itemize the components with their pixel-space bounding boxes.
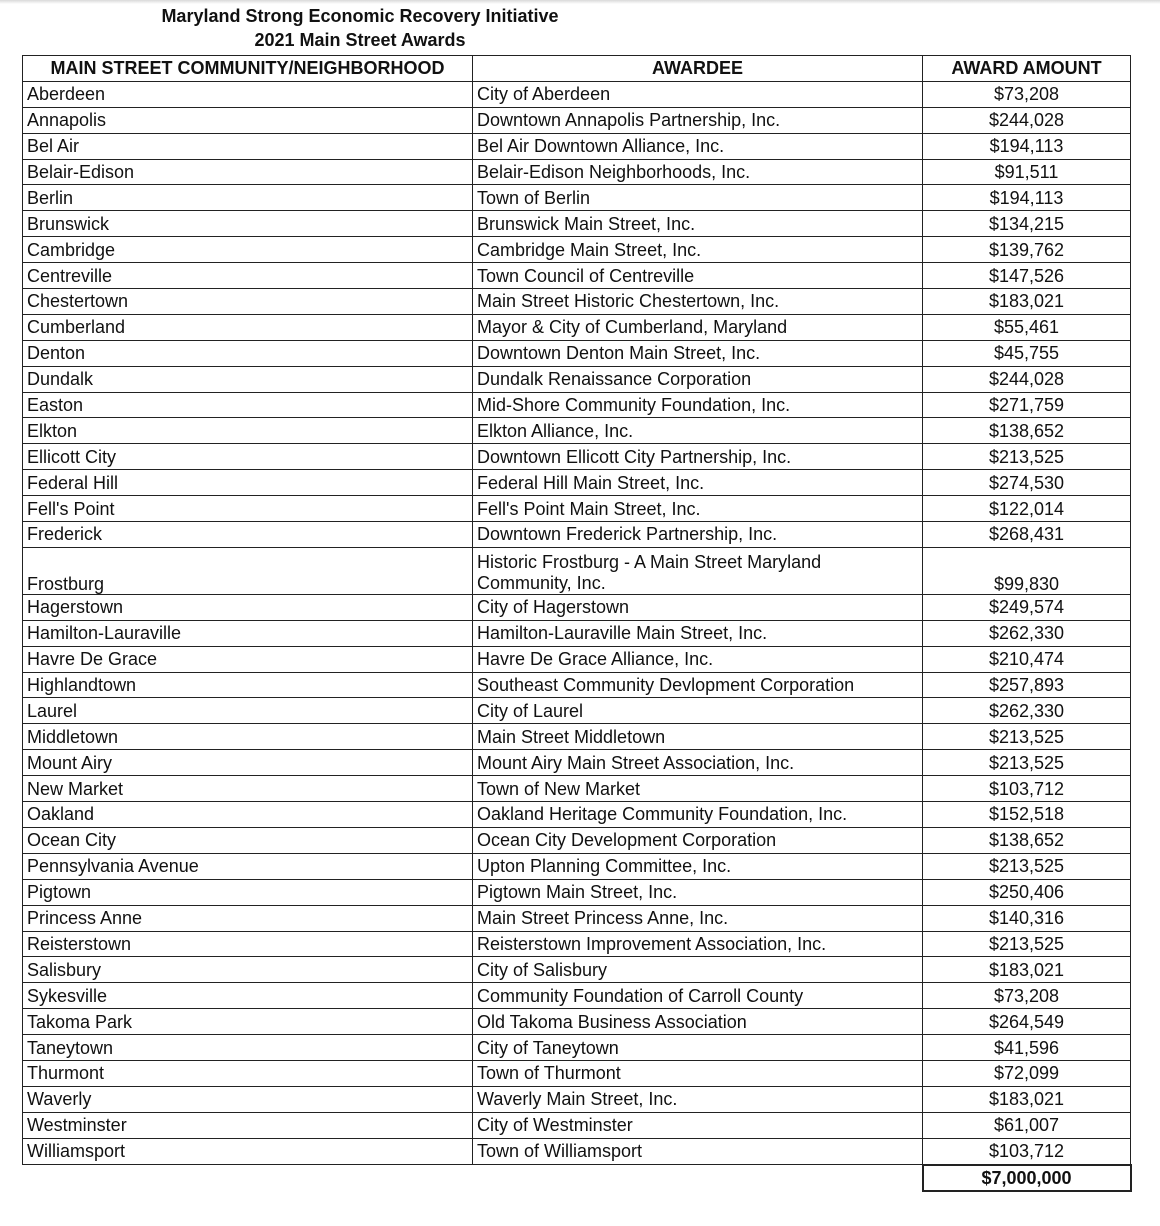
community-cell: Dundalk	[23, 366, 473, 392]
community-cell: Easton	[23, 392, 473, 418]
awardee-cell: Mid-Shore Community Foundation, Inc.	[473, 392, 923, 418]
amount-cell: $45,755	[923, 340, 1131, 366]
amount-cell: $262,330	[923, 620, 1131, 646]
table-row	[23, 724, 1131, 750]
community-cell: Takoma Park	[23, 1009, 473, 1035]
community-cell: Westminster	[23, 1112, 473, 1138]
amount-cell: $244,028	[923, 107, 1131, 133]
community-cell: Chestertown	[23, 289, 473, 315]
awardee-cell: Elkton Alliance, Inc.	[473, 418, 923, 444]
document-title	[22, 4, 1158, 55]
table-row	[23, 237, 1131, 263]
table-row	[23, 646, 1131, 672]
amount-cell: $91,511	[923, 159, 1131, 185]
community-cell: Waverly	[23, 1086, 473, 1112]
amount-cell: $210,474	[923, 646, 1131, 672]
community-cell: Centreville	[23, 263, 473, 289]
awardee-cell: Southeast Community Devlopment Corporation	[473, 672, 923, 698]
total-spacer	[473, 1165, 923, 1192]
table-row	[23, 444, 1131, 470]
amount-cell: $72,099	[923, 1060, 1131, 1086]
table-row	[23, 81, 1131, 107]
table-row	[23, 1086, 1131, 1112]
community-cell: Oakland	[23, 802, 473, 828]
title-line-2: 2021 Main Street Awards	[254, 30, 466, 50]
community-cell: Frederick	[23, 522, 473, 548]
total-spacer	[23, 1165, 473, 1192]
community-cell: Taneytown	[23, 1035, 473, 1061]
community-cell: Frostburg	[23, 547, 473, 594]
awardee-cell: City of Laurel	[473, 698, 923, 724]
community-cell: Hagerstown	[23, 594, 473, 620]
table-row	[23, 133, 1131, 159]
table-row	[23, 620, 1131, 646]
table-row	[23, 289, 1131, 315]
amount-cell: $213,525	[923, 931, 1131, 957]
amount-cell: $73,208	[923, 81, 1131, 107]
community-cell: Ellicott City	[23, 444, 473, 470]
table-row	[23, 211, 1131, 237]
community-cell: Havre De Grace	[23, 646, 473, 672]
title-line-1: Maryland Strong Economic Recovery Initiative	[161, 6, 559, 26]
community-cell: Laurel	[23, 698, 473, 724]
community-cell: Aberdeen	[23, 81, 473, 107]
table-row	[23, 470, 1131, 496]
table-row	[23, 698, 1131, 724]
community-cell: Ocean City	[23, 827, 473, 853]
awardee-cell: Main Street Historic Chestertown, Inc.	[473, 289, 923, 315]
awardee-cell: Cambridge Main Street, Inc.	[473, 237, 923, 263]
community-cell: Salisbury	[23, 957, 473, 983]
table-row	[23, 1112, 1131, 1138]
awards-table	[22, 55, 1132, 1192]
awardee-cell: Federal Hill Main Street, Inc.	[473, 470, 923, 496]
awardee-cell: Mount Airy Main Street Association, Inc.	[473, 750, 923, 776]
awardee-cell: City of Aberdeen	[473, 81, 923, 107]
awardee-cell: Town Council of Centreville	[473, 263, 923, 289]
awardee-cell: City of Westminster	[473, 1112, 923, 1138]
table-row	[23, 522, 1131, 548]
table-row	[23, 750, 1131, 776]
table-row	[23, 879, 1131, 905]
community-cell: Reisterstown	[23, 931, 473, 957]
awardee-cell: Downtown Frederick Partnership, Inc.	[473, 522, 923, 548]
table-row	[23, 853, 1131, 879]
table-row	[23, 594, 1131, 620]
table-row	[23, 159, 1131, 185]
amount-cell: $194,113	[923, 133, 1131, 159]
awardee-cell: Mayor & City of Cumberland, Maryland	[473, 314, 923, 340]
awardee-cell: Main Street Princess Anne, Inc.	[473, 905, 923, 931]
awardee-cell: Belair-Edison Neighborhoods, Inc.	[473, 159, 923, 185]
amount-cell: $213,525	[923, 724, 1131, 750]
amount-cell: $213,525	[923, 853, 1131, 879]
column-header-community: MAIN STREET COMMUNITY/NEIGHBORHOOD	[23, 56, 473, 82]
community-cell: New Market	[23, 776, 473, 802]
awardee-cell: Oakland Heritage Community Foundation, Inc.	[473, 802, 923, 828]
amount-cell: $139,762	[923, 237, 1131, 263]
table-row	[23, 827, 1131, 853]
table-row	[23, 672, 1131, 698]
community-cell: Pigtown	[23, 879, 473, 905]
amount-cell: $183,021	[923, 957, 1131, 983]
table-row	[23, 931, 1131, 957]
community-cell: Cambridge	[23, 237, 473, 263]
amount-cell: $183,021	[923, 289, 1131, 315]
amount-cell: $55,461	[923, 314, 1131, 340]
amount-cell: $140,316	[923, 905, 1131, 931]
table-row	[23, 983, 1131, 1009]
awardee-cell: Brunswick Main Street, Inc.	[473, 211, 923, 237]
community-cell: Mount Airy	[23, 750, 473, 776]
awardee-cell: Town of Williamsport	[473, 1138, 923, 1164]
amount-cell: $249,574	[923, 594, 1131, 620]
awardee-cell: Fell's Point Main Street, Inc.	[473, 496, 923, 522]
community-cell: Brunswick	[23, 211, 473, 237]
amount-cell: $257,893	[923, 672, 1131, 698]
community-cell: Federal Hill	[23, 470, 473, 496]
column-header-amount: AWARD AMOUNT	[923, 56, 1131, 82]
amount-cell: $147,526	[923, 263, 1131, 289]
table-row	[23, 340, 1131, 366]
amount-cell: $213,525	[923, 750, 1131, 776]
table-row	[23, 776, 1131, 802]
awardee-cell: Downtown Denton Main Street, Inc.	[473, 340, 923, 366]
amount-cell: $244,028	[923, 366, 1131, 392]
table-row	[23, 366, 1131, 392]
community-cell: Cumberland	[23, 314, 473, 340]
table-row	[23, 1035, 1131, 1061]
community-cell: Bel Air	[23, 133, 473, 159]
amount-cell: $61,007	[923, 1112, 1131, 1138]
total-amount: $7,000,000	[923, 1165, 1131, 1192]
community-cell: Denton	[23, 340, 473, 366]
awardee-cell: Town of New Market	[473, 776, 923, 802]
awardee-cell: Town of Thurmont	[473, 1060, 923, 1086]
awardee-cell: Bel Air Downtown Alliance, Inc.	[473, 133, 923, 159]
awardee-cell: Downtown Annapolis Partnership, Inc.	[473, 107, 923, 133]
community-cell: Thurmont	[23, 1060, 473, 1086]
community-cell: Annapolis	[23, 107, 473, 133]
amount-cell: $99,830	[923, 547, 1131, 594]
community-cell: Highlandtown	[23, 672, 473, 698]
table-row	[23, 1138, 1131, 1164]
community-cell: Pennsylvania Avenue	[23, 853, 473, 879]
awardee-cell: Downtown Ellicott City Partnership, Inc.	[473, 444, 923, 470]
community-cell: Belair-Edison	[23, 159, 473, 185]
amount-cell: $274,530	[923, 470, 1131, 496]
awardee-cell: Upton Planning Committee, Inc.	[473, 853, 923, 879]
amount-cell: $250,406	[923, 879, 1131, 905]
amount-cell: $138,652	[923, 418, 1131, 444]
amount-cell: $103,712	[923, 1138, 1131, 1164]
table-header-row	[23, 56, 1131, 82]
community-cell: Sykesville	[23, 983, 473, 1009]
table-row	[23, 314, 1131, 340]
table-row	[23, 107, 1131, 133]
amount-cell: $134,215	[923, 211, 1131, 237]
community-cell: Hamilton-Lauraville	[23, 620, 473, 646]
community-cell: Middletown	[23, 724, 473, 750]
table-row	[23, 1009, 1131, 1035]
table-row	[23, 957, 1131, 983]
awardee-cell: Ocean City Development Corporation	[473, 827, 923, 853]
awardee-cell: Reisterstown Improvement Association, Inc.	[473, 931, 923, 957]
awardee-cell: Community Foundation of Carroll County	[473, 983, 923, 1009]
awardee-cell: Havre De Grace Alliance, Inc.	[473, 646, 923, 672]
amount-cell: $262,330	[923, 698, 1131, 724]
amount-cell: $194,113	[923, 185, 1131, 211]
table-row	[23, 547, 1131, 594]
table-row	[23, 263, 1131, 289]
community-cell: Fell's Point	[23, 496, 473, 522]
awardee-cell: Historic Frostburg - A Main Street Maryland Community, Inc.	[473, 547, 923, 594]
table-row	[23, 392, 1131, 418]
table-body	[23, 81, 1131, 1164]
community-cell: Elkton	[23, 418, 473, 444]
amount-cell: $41,596	[923, 1035, 1131, 1061]
awardee-cell: Pigtown Main Street, Inc.	[473, 879, 923, 905]
amount-cell: $183,021	[923, 1086, 1131, 1112]
amount-cell: $271,759	[923, 392, 1131, 418]
amount-cell: $103,712	[923, 776, 1131, 802]
amount-cell: $268,431	[923, 522, 1131, 548]
amount-cell: $138,652	[923, 827, 1131, 853]
community-cell: Princess Anne	[23, 905, 473, 931]
amount-cell: $264,549	[923, 1009, 1131, 1035]
awardee-cell: Hamilton-Lauraville Main Street, Inc.	[473, 620, 923, 646]
total-row	[23, 1165, 1131, 1192]
awardee-cell: City of Taneytown	[473, 1035, 923, 1061]
awardee-cell: Town of Berlin	[473, 185, 923, 211]
community-cell: Williamsport	[23, 1138, 473, 1164]
community-cell: Berlin	[23, 185, 473, 211]
table-row	[23, 1060, 1131, 1086]
awardee-cell: Old Takoma Business Association	[473, 1009, 923, 1035]
table-row	[23, 496, 1131, 522]
awardee-cell: City of Salisbury	[473, 957, 923, 983]
amount-cell: $152,518	[923, 802, 1131, 828]
awardee-cell: Main Street Middletown	[473, 724, 923, 750]
awardee-cell: Waverly Main Street, Inc.	[473, 1086, 923, 1112]
awardee-cell: Dundalk Renaissance Corporation	[473, 366, 923, 392]
amount-cell: $122,014	[923, 496, 1131, 522]
amount-cell: $73,208	[923, 983, 1131, 1009]
table-row	[23, 802, 1131, 828]
awardee-cell: City of Hagerstown	[473, 594, 923, 620]
column-header-awardee: AWARDEE	[473, 56, 923, 82]
table-row	[23, 418, 1131, 444]
table-row	[23, 905, 1131, 931]
amount-cell: $213,525	[923, 444, 1131, 470]
table-row	[23, 185, 1131, 211]
